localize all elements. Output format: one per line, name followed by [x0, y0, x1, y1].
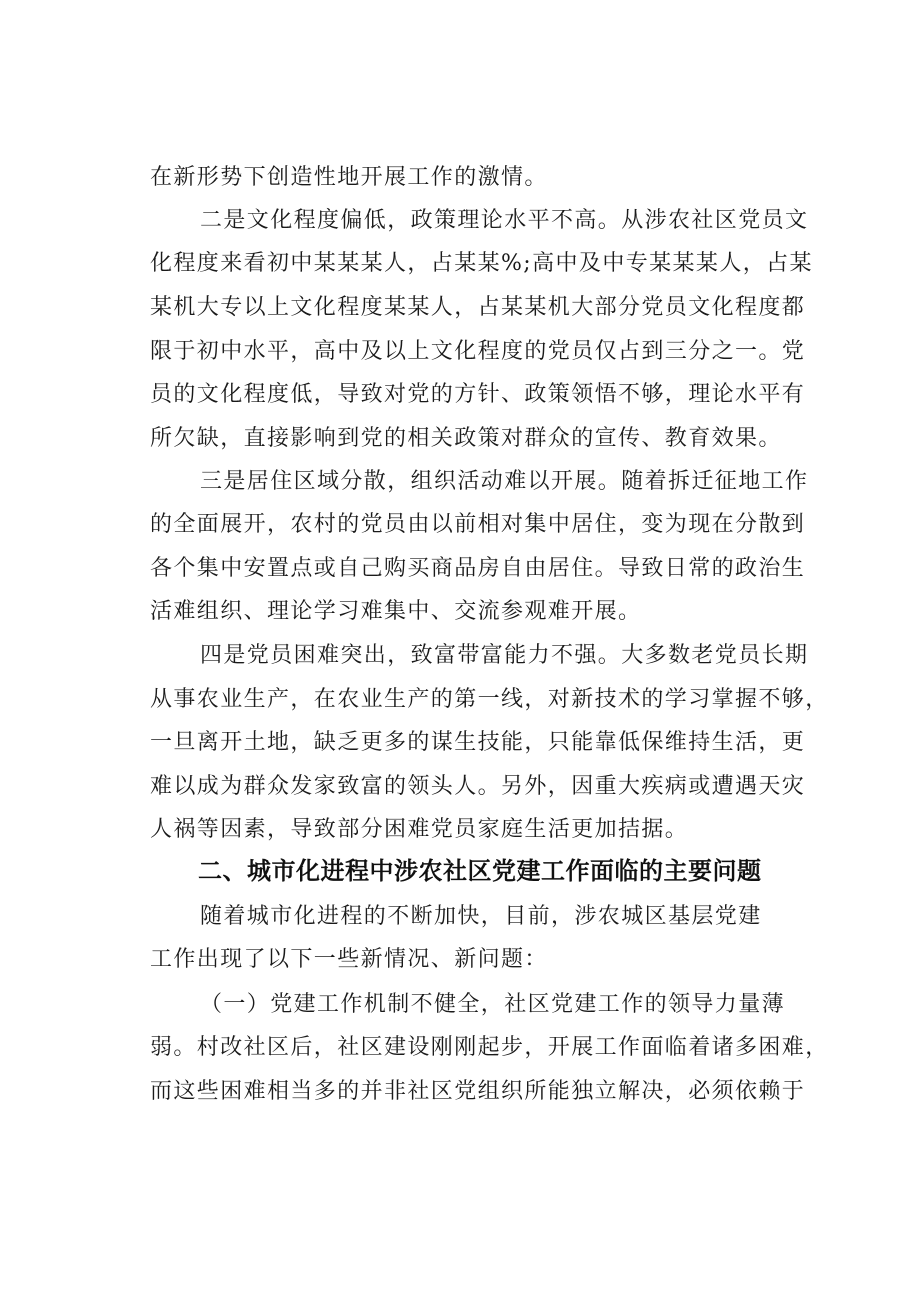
- paragraph-line: 工作出现了以下一些新情况、新问题：: [150, 947, 548, 972]
- paragraph-line: 限于初中水平，高中及以上文化程度的党员仅占到三分之一。党: [150, 339, 806, 364]
- paragraph-line: 从事农业生产，在农业生产的第一线，对新技术的学习掌握不够，: [150, 687, 829, 712]
- section-heading: 二、城市化进程中涉农社区党建工作面临的主要问题: [198, 857, 762, 885]
- paragraph-line: 二是文化程度偏低，政策理论水平不高。从涉农社区党员文: [200, 208, 809, 233]
- paragraph-line: 随着城市化进程的不断加快，目前，涉农城区基层党建: [200, 904, 762, 929]
- paragraph-line: 化程度来看初中某某某人，占某某%;高中及中专某某某人，占某: [150, 251, 813, 276]
- paragraph-line: 一旦离开土地，缺乏更多的谋生技能，只能靠低保维持生活，更: [150, 730, 806, 755]
- paragraph-line: 四是党员困难突出，致富带富能力不强。大多数老党员长期: [200, 643, 809, 668]
- paragraph-line: 人祸等因素，导致部分困难党员家庭生活更加拮据。: [150, 817, 689, 842]
- paragraph-line: 活难组织、理论学习难集中、交流参观难开展。: [150, 599, 642, 624]
- paragraph-line: 所欠缺，直接影响到党的相关政策对群众的宣传、教育效果。: [150, 426, 782, 451]
- paragraph-line: 三是居住区域分散，组织活动难以开展。随着拆迁征地工作: [200, 469, 809, 494]
- paragraph-line: 各个集中安置点或自己购买商品房自由居住。导致日常的政治生: [150, 556, 806, 581]
- paragraph-line: 员的文化程度低，导致对党的方针、政策领悟不够，理论水平有: [150, 382, 806, 407]
- paragraph-line: 弱。村改社区后，社区建设刚刚起步，开展工作面临着诸多困难，: [150, 1035, 829, 1060]
- paragraph-line: 在新形势下创造性地开展工作的激情。: [150, 165, 548, 190]
- paragraph-line: 而这些困难相当多的并非社区党组织所能独立解决，必须依赖于: [150, 1079, 806, 1104]
- paragraph-line: （一）党建工作机制不健全，社区党建工作的领导力量薄: [200, 992, 786, 1017]
- paragraph-line: 的全面展开，农村的党员由以前相对集中居住，变为现在分散到: [150, 512, 806, 537]
- paragraph-line: 某机大专以上文化程度某某人，占某某机大部分党员文化程度都: [150, 295, 806, 320]
- paragraph-line: 难以成为群众发家致富的领头人。另外，因重大疾病或遭遇天灾: [150, 774, 806, 799]
